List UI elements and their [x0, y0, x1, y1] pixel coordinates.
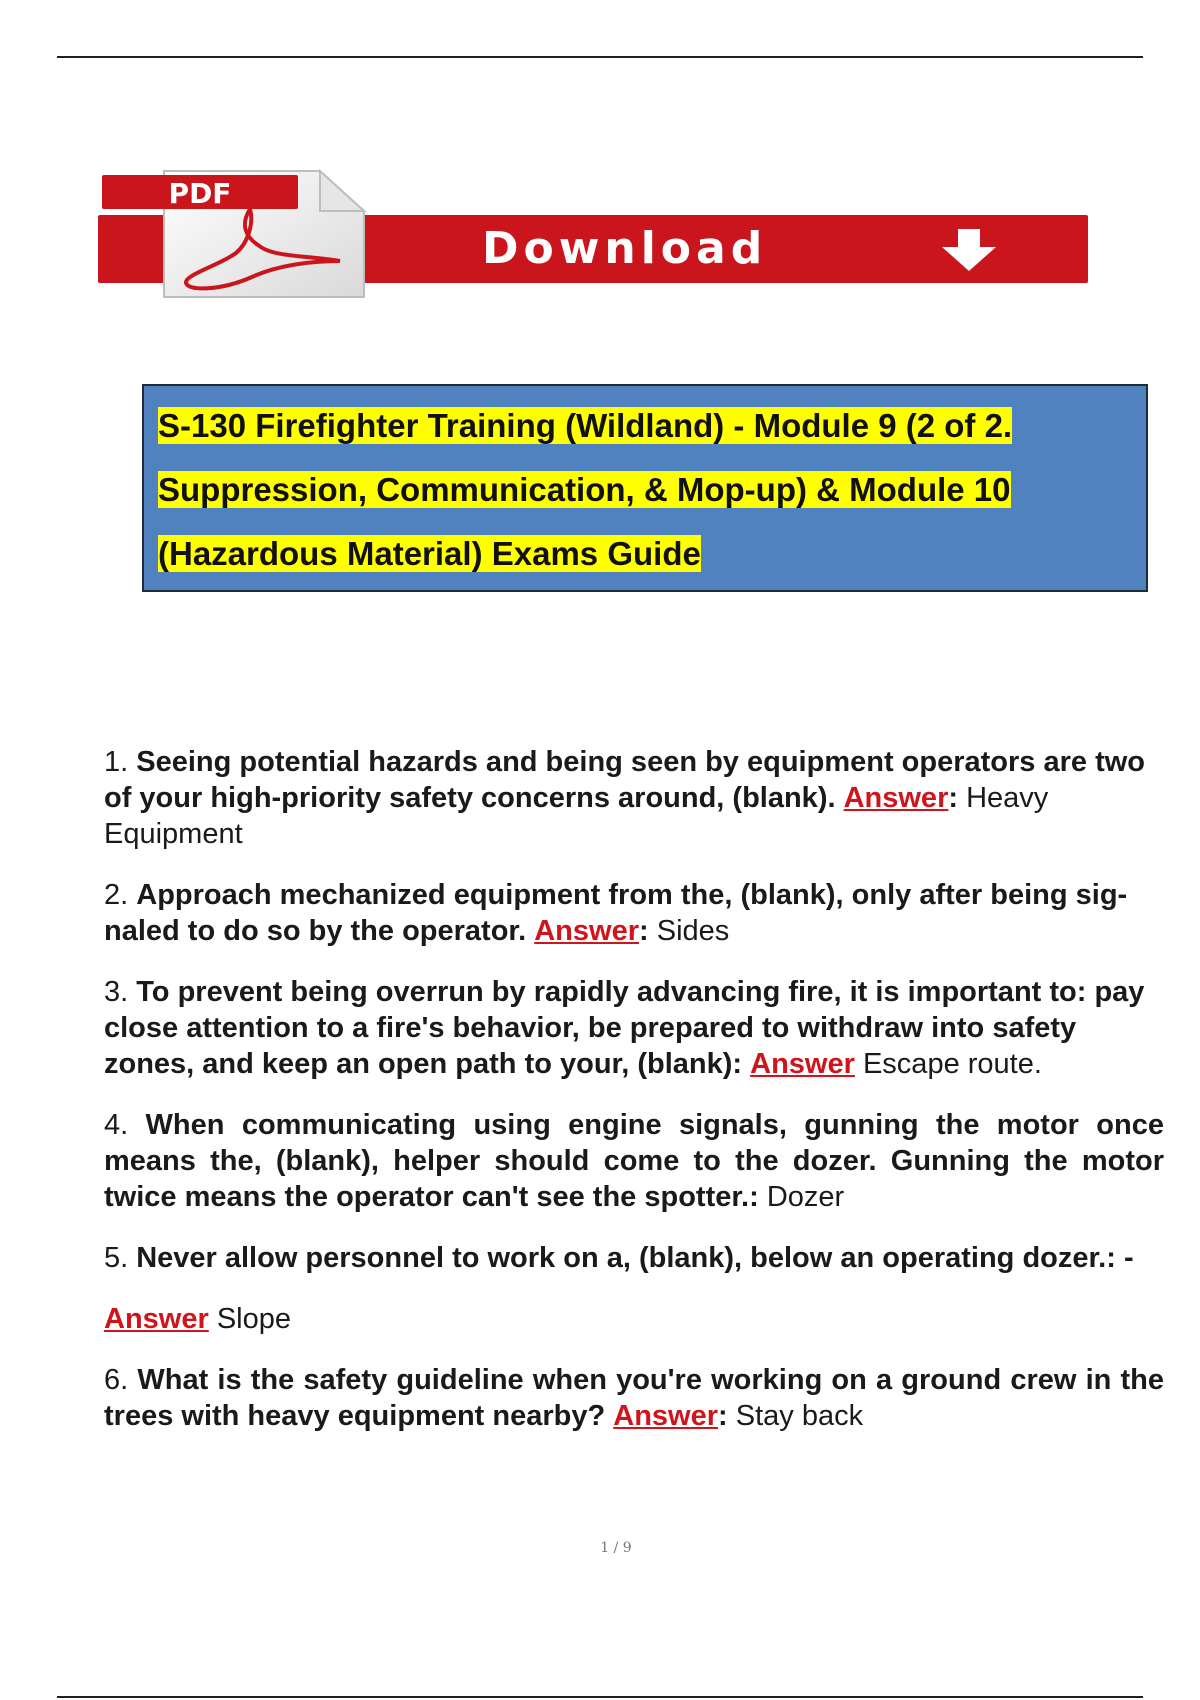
question-5: 5. Never allow personnel to work on a, (blank), below an operating dozer.: -	[104, 1242, 1134, 1274]
download-label: Download	[482, 223, 768, 274]
bottom-rule	[57, 1696, 1143, 1698]
answer-text: Heavy Equipment	[104, 782, 1049, 850]
answer-text: Stay back	[735, 1400, 864, 1432]
answer-text: Slope	[216, 1303, 291, 1335]
title-line-1: S-130 Firefighter Training (Wildland) - Module 9 (2 of 2.	[158, 407, 1013, 444]
question-list	[104, 744, 1164, 1459]
answer-label: Answer	[750, 1048, 855, 1080]
pdf-label: PDF	[168, 177, 232, 210]
download-arrow-icon	[934, 227, 1004, 273]
title-line-2: Suppression, Communication, & Mop-up) & Module 10	[158, 471, 1011, 508]
pdf-file-icon	[102, 165, 382, 300]
question-2: 2. Approach mechanized equipment from the, (blank), only after being sig- naled to do so by the operator. Answer: Sides	[104, 879, 1128, 947]
pdf-download-banner[interactable]	[96, 165, 1092, 305]
answer-text: Escape route.	[862, 1048, 1042, 1080]
question-6: 6. What is the safety guideline when you're working on a ground crew in the trees with heavy equipment nearby? Answer: Stay back	[104, 1364, 1165, 1432]
answer-label: Answer	[534, 915, 639, 947]
answer-label: Answer	[843, 782, 949, 814]
answer-label: Answer	[613, 1400, 719, 1432]
answer-label: Answer	[104, 1303, 209, 1335]
page-number: 1 / 9	[600, 1540, 632, 1556]
answer-text: Dozer	[766, 1181, 845, 1213]
question-4: 4. When communicating using engine signals, gunning the motor once means the, (blank), helper should come to the dozer. Gunning the motor twice means the operator can't see the spotter.: Dozer	[104, 1109, 1164, 1213]
answer-text: Sides	[656, 915, 730, 947]
document-title-box	[142, 384, 1148, 592]
title-line-3: (Hazardous Material) Exams Guide	[158, 535, 701, 572]
question-1: 1. Seeing potential hazards and being seen by equipment operators are two of your high-priority safety concerns around, (blank). Answer: Heavy Equipment	[104, 746, 1146, 850]
question-3: 3. To prevent being overrun by rapidly advancing fire, it is important to: pay close attention to a fire's behavior, be prepared to withdraw into safety zones, and keep an open path to your, (blank): Answer Escape route.	[104, 976, 1145, 1080]
question-5-answer	[104, 1301, 1164, 1337]
top-rule	[57, 56, 1143, 58]
